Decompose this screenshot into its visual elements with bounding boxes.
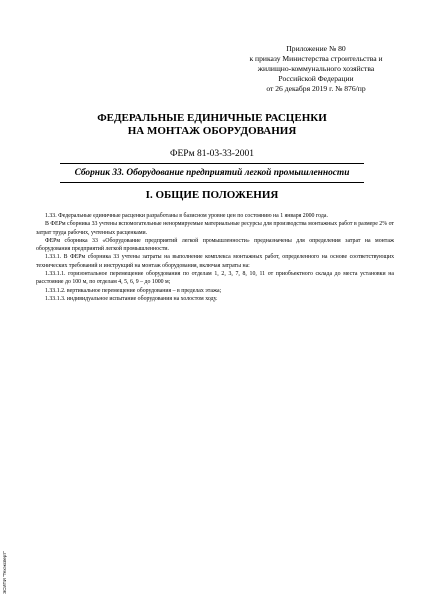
paragraph: 1.33.1. В ФЕРм сборника 33 учтены затраты на выполнение комплекса монтажных работ, определенного на основе соответствующих технических требований и инструкций на монтаж оборудования, включая затраты на:	[36, 254, 394, 269]
paragraph: В ФЕРм сборника 33 учтены вспомогательные ненормируемые материальные ресурсы для производства монтажных работ в размере 2% от затрат труда рабочих, учтенных расценками.	[36, 221, 394, 236]
approval-line: Приложение № 80	[286, 44, 346, 53]
paragraph: ФЕРм сборника 33 «Оборудование предприятий легкой промышленности» предназначены для определения затрат на монтаж оборудования предприятий легкой промышленности.	[36, 237, 394, 253]
document-title-line: НА МОНТАЖ ОБОРУДОВАНИЯ	[127, 125, 297, 137]
document-title-line: ФЕДЕРАЛЬНЫЕ ЕДИНИЧНЫЕ РАСЦЕНКИ	[97, 112, 327, 124]
approval-line: Российской Федерации	[278, 74, 354, 83]
body-text	[36, 212, 394, 303]
paragraph: 1.33.1.3. индивидуальное испытание оборудования на холостом ходу.	[45, 295, 218, 302]
section-title: I. ОБЩИЕ ПОЛОЖЕНИЯ	[145, 189, 279, 201]
document-code: ФЕРм 81-03-33-2001	[170, 149, 254, 159]
approval-line: к приказу Министерства строительства и	[249, 54, 383, 63]
side-watermark-label: ЭСИПИ "Техэксперт"	[2, 551, 7, 594]
approval-block	[236, 44, 396, 94]
divider-top	[60, 163, 364, 164]
approval-line: от 26 декабря 2019 г. № 876/пр	[266, 84, 366, 93]
collection-title: Сборник 33. Оборудование предприятий легкой промышленности	[74, 168, 350, 178]
paragraph: 1.33.1.2. вертикальное перемещение оборудования – в пределах этажа;	[45, 287, 222, 294]
approval-line: жилищно-коммунального хозяйства	[257, 64, 375, 73]
paragraph: 1.33.1.1. горизонтальное перемещение оборудования по отделам 1, 2, 3, 7, 8, 10, 11 от приобъектного склада до места установки на расстояние до 100 м, по отделам 4, 5, 6, 9 – до 1000 м;	[36, 271, 394, 286]
document-title	[40, 112, 384, 138]
paragraph: 1.33. Федеральные единичные расценки разработаны в базисном уровне цен по состоянию на 1 января 2000 года.	[45, 213, 328, 219]
divider-bottom	[60, 182, 364, 183]
